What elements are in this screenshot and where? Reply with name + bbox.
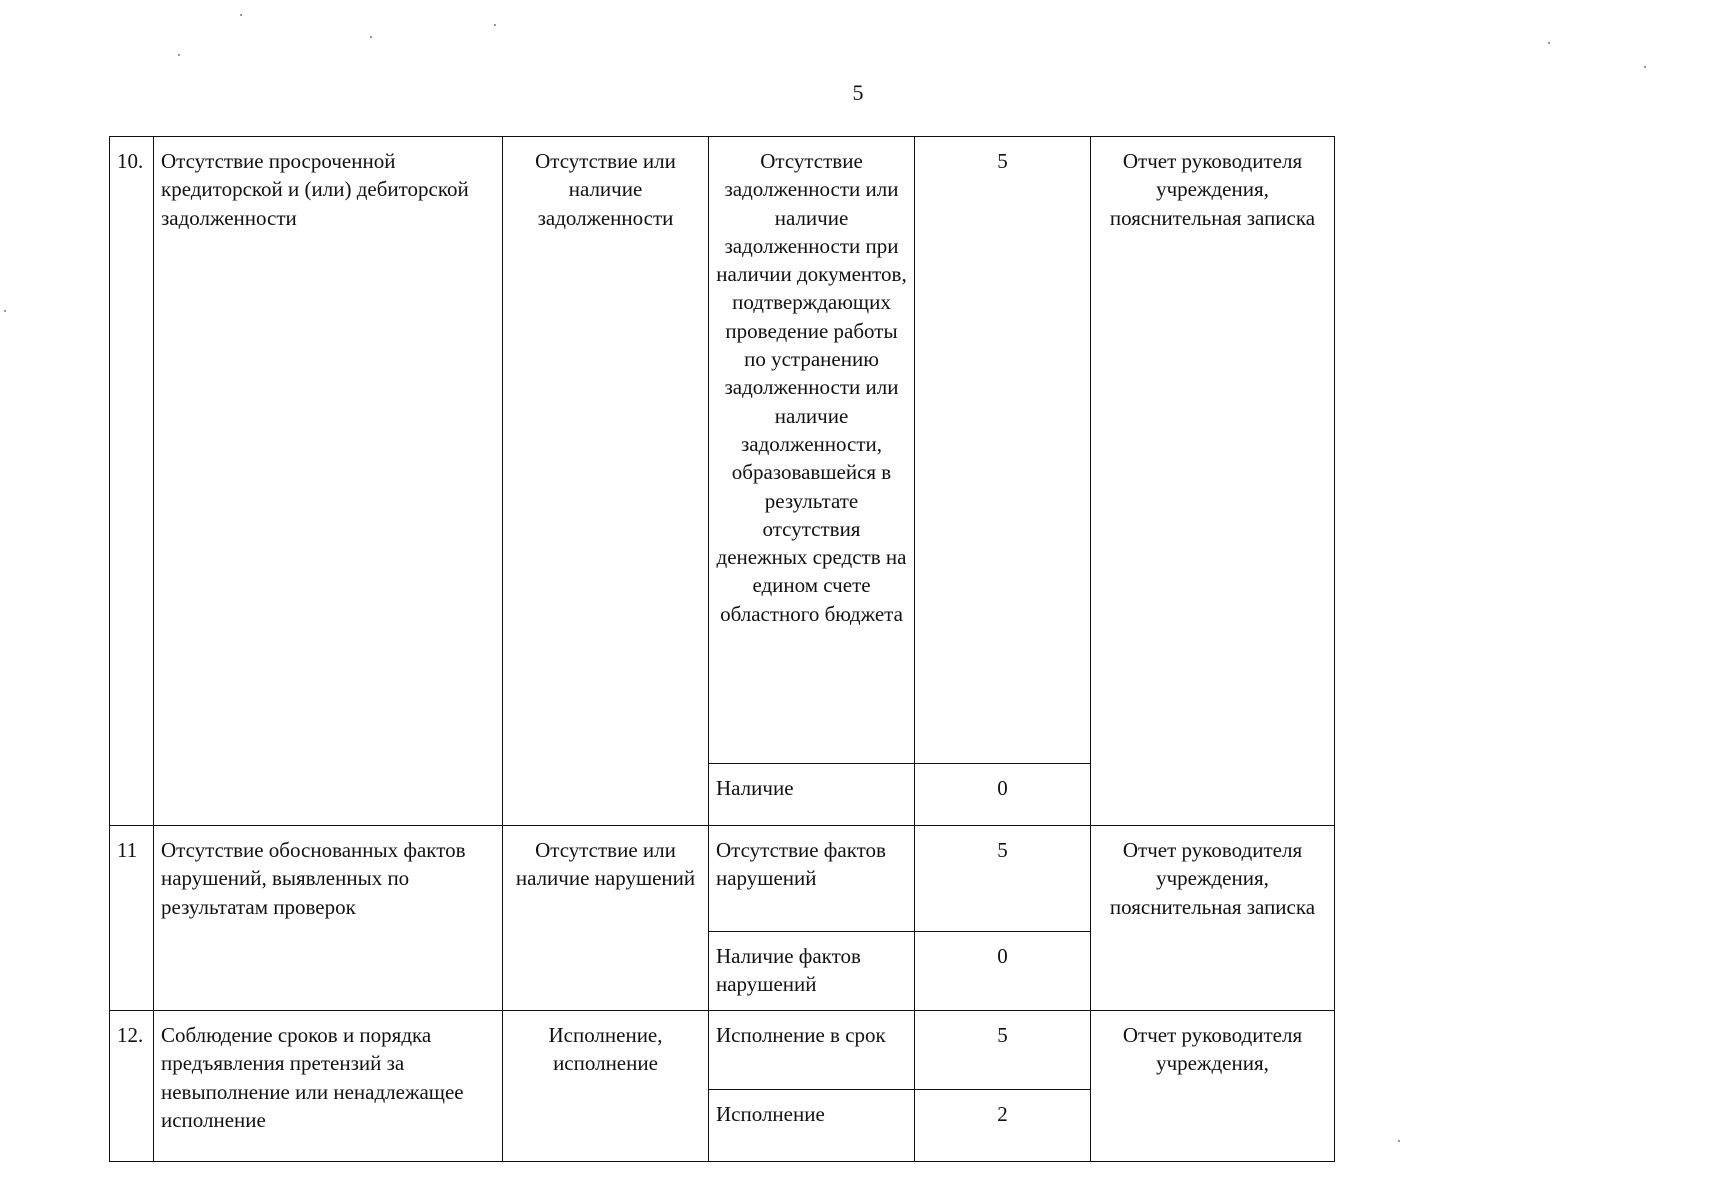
scan-speck [4, 310, 6, 312]
row-number: 11 [110, 826, 154, 1011]
scan-speck [1398, 1140, 1400, 1142]
page-number: 5 [852, 80, 864, 105]
scan-speck [178, 54, 180, 56]
indicator-cell: Отсутствие обоснованных фактов нарушений, выявленных по результатам проверок [154, 826, 503, 1011]
points-cell: 0 [915, 932, 1091, 1011]
measure-cell: Отсутствие или наличие нарушений [503, 826, 709, 1011]
condition-cell: Наличие [709, 764, 915, 826]
row-number: 10. [110, 137, 154, 826]
table-row [110, 1011, 1335, 1090]
condition-cell: Отсутствие задолженности или наличие задолженности при наличии документов, подтверждающих проведение работы по устранению задолженности или наличие задолженности, образовавшейся в результате отсутствия денежных средств на едином счете областного бюджета [709, 137, 915, 764]
points-cell: 5 [915, 137, 1091, 764]
source-cell: Отчет руководителя учреждения, пояснительная записка [1091, 826, 1335, 1011]
condition-cell: Отсутствие фактов нарушений [709, 826, 915, 932]
scan-speck [240, 14, 242, 16]
scan-speck [494, 24, 496, 26]
indicator-cell: Соблюдение сроков и порядка предъявления претензий за невыполнение или ненадлежащее исполнение [154, 1011, 503, 1162]
points-cell: 5 [915, 826, 1091, 932]
table-row [110, 137, 1335, 764]
condition-cell: Исполнение в срок [709, 1011, 915, 1090]
indicator-cell: Отсутствие просроченной кредиторской и (или) дебиторской задолженности [154, 137, 503, 826]
scan-speck [1644, 66, 1646, 68]
measure-cell: Отсутствие или наличие задолженности [503, 137, 709, 826]
source-cell: Отчет руководителя учреждения, пояснительная записка [1091, 137, 1335, 826]
points-cell: 2 [915, 1090, 1091, 1162]
row-number: 12. [110, 1011, 154, 1162]
condition-cell: Исполнение [709, 1090, 915, 1162]
condition-cell: Наличие фактов нарушений [709, 932, 915, 1011]
scan-speck [1548, 42, 1550, 44]
points-cell: 5 [915, 1011, 1091, 1090]
measure-cell: Исполнение, исполнение [503, 1011, 709, 1162]
source-cell: Отчет руководителя учреждения, [1091, 1011, 1335, 1162]
criteria-table [109, 136, 1335, 1162]
table-row [110, 826, 1335, 932]
scan-speck [370, 36, 372, 38]
points-cell: 0 [915, 764, 1091, 826]
